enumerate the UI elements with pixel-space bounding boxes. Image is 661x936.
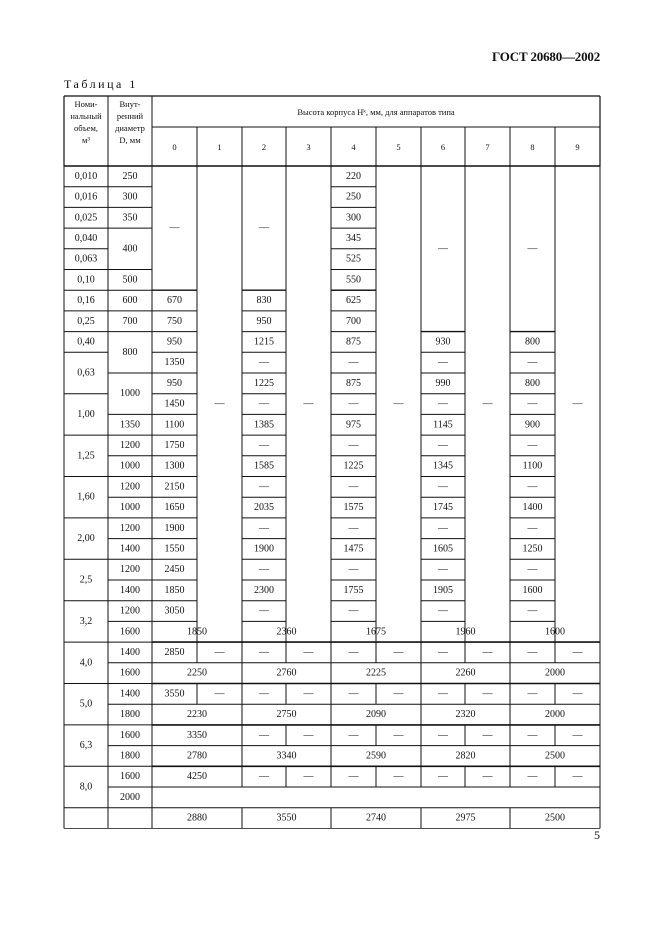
diameter-value: 1200 [120,564,140,576]
type4-height: 1755 [343,584,364,596]
type0-height: 2450 [164,564,185,576]
dash-cell: — [572,646,583,658]
header-type-6: 6 [440,142,446,152]
type0-height: 1900 [164,522,185,534]
diameter-value: 1200 [120,605,140,617]
diameter-value: 1800 [120,709,140,721]
merged-height: 2740 [366,812,386,824]
dash-cell: — [169,222,180,234]
type8-height: — [527,605,538,617]
type2-height: — [259,398,269,410]
merged-height: 2250 [187,667,207,679]
merged-height: 2590 [366,750,386,762]
type6-height: — [438,439,448,451]
type0-height: 3050 [164,605,185,617]
type4-height: — [348,605,359,617]
diameter-value: 1400 [120,646,140,658]
dash-cell: — [572,771,583,783]
type0-height: 1650 [164,502,185,514]
dash-cell: — [438,243,448,255]
header-type-8: 8 [530,142,535,152]
volume-value: 2,5 [79,574,93,586]
volume-value: 6,3 [79,740,93,752]
diameter-value: 1350 [120,419,140,431]
type8-height: 1600 [522,584,543,596]
dash-cell: — [214,398,225,410]
type6-height: 930 [435,336,451,348]
type0-height: 1850 [164,584,185,596]
type8-height: 1100 [522,460,543,472]
dash-cell: — [348,729,359,741]
diameter-value: 500 [122,274,138,286]
dash-cell: — [393,398,404,410]
type2-height: 950 [256,315,272,327]
merged-height: 2760 [276,667,297,679]
dash-cell: — [527,243,538,255]
dash-cell: — [527,771,538,783]
type4-height: — [348,522,359,534]
type4-height: 1225 [343,460,364,472]
type6-height: — [438,357,448,369]
type8-height: 800 [525,377,540,389]
type6-height: 990 [435,377,451,389]
table-caption: Таблица 1 [64,77,138,91]
merged-height: 2750 [276,709,297,721]
type0-height: 4250 [187,771,207,783]
dash-cell: — [259,222,269,234]
dash-cell: — [438,646,448,658]
volume-value: 0,010 [74,170,98,182]
volume-value: 5,0 [79,698,93,710]
diameter-value: 300 [122,191,138,203]
diameter-value: 1200 [120,522,140,534]
diameter-value: 1000 [120,460,140,472]
type4-height: — [348,357,359,369]
header-type-4: 4 [351,142,356,152]
merged-height: 2320 [455,709,476,721]
diameter-value: 1000 [120,388,140,400]
type6-height: — [438,564,448,576]
merged-height: 2090 [366,709,386,721]
merged-height: 2880 [187,812,207,824]
diameter-value: 1600 [120,771,140,783]
dash-cell: — [438,729,448,741]
header-type-7: 7 [485,142,490,152]
dash-cell: — [259,688,269,700]
type0-height: 1550 [164,543,185,555]
type6-height: 1905 [433,584,453,596]
diameter-value: 1400 [120,688,140,700]
type4-height: 875 [346,377,361,389]
volume-value: 1,00 [77,408,95,420]
type0-height: 2850 [164,646,185,658]
header-diameter: диаметр [115,123,145,133]
merged-height: 2500 [545,750,565,762]
type4-height: 300 [346,212,361,224]
diameter-value: 1600 [120,667,140,679]
type8-height: — [527,357,538,369]
type0-height: 950 [167,377,182,389]
volume-value: 4,0 [79,657,93,669]
merged-height: 2820 [455,750,476,762]
merged-height: 1960 [455,626,476,638]
diameter-value: 400 [122,243,138,255]
type2-height: — [259,439,269,451]
volume-value: 0,016 [74,191,98,203]
dash-cell: — [572,688,583,700]
dash-cell: — [527,688,538,700]
type4-height: 250 [346,191,361,203]
type0-height: 3350 [187,729,207,741]
page-number: 5 [594,828,600,842]
header-diameter: ренний [116,111,144,121]
diameter-value: 1600 [120,626,140,638]
volume-value: 0,40 [77,336,95,348]
header-volume: нальный [70,111,102,121]
diameter-value: 700 [122,315,138,327]
type2-height: 1585 [254,460,274,472]
volume-value: 0,63 [77,367,95,379]
type4-height: 625 [346,295,361,307]
diameter-value: 1000 [120,502,140,514]
merged-height: 1675 [366,626,386,638]
dash-cell: — [527,729,538,741]
merged-height: 1600 [545,626,565,638]
type6-height: 1745 [433,502,453,514]
dash-cell: — [303,771,314,783]
volume-value: 1,60 [77,491,95,503]
diameter-value: 1400 [120,584,140,596]
header-type-0: 0 [172,142,177,152]
merged-height: 1850 [187,626,207,638]
diameter-value: 1400 [120,543,140,555]
dash-cell: — [482,688,493,700]
type2-height: — [259,481,269,493]
volume-value: 8,0 [79,781,93,793]
type4-height: 1475 [343,543,364,555]
dash-cell: — [393,646,404,658]
dash-cell: — [438,771,448,783]
type8-height: 1250 [522,543,543,555]
header-type-3: 3 [306,142,311,152]
type6-height: 1145 [433,419,453,431]
type0-height: 1350 [164,357,185,369]
header-height-title: Высота корпуса Hᵏ, мм, для аппаратов типа [297,107,455,117]
volume-value: 3,2 [79,615,93,627]
merged-height: 2000 [545,709,565,721]
dash-cell: — [482,398,493,410]
type4-height: 700 [346,315,361,327]
type8-height: 1400 [522,502,543,514]
header-type-5: 5 [396,142,401,152]
diameter-value: 1200 [120,439,140,451]
type8-height: 800 [525,336,540,348]
type0-height: 1100 [164,419,185,431]
header-volume: Номи- [74,99,98,109]
header-volume: объем, [73,123,99,133]
dash-cell: — [303,729,314,741]
document-standard-number: ГОСТ 20680—2002 [491,49,600,64]
type0-height: 670 [167,295,182,307]
dash-cell: — [303,398,314,410]
merged-height: 2975 [455,812,476,824]
merged-height: 2000 [545,667,565,679]
type2-height: — [259,357,269,369]
type0-height: 2150 [164,481,185,493]
type0-height: 1300 [164,460,185,472]
dash-cell: — [393,688,404,700]
type8-height: 900 [525,419,540,431]
diameter-value: 2000 [120,791,140,803]
type2-height: 2300 [254,584,274,596]
type6-height: — [438,481,448,493]
dash-cell: — [348,646,359,658]
header-volume: м³ [82,135,90,145]
type8-height: — [527,481,538,493]
dash-cell: — [303,688,314,700]
type0-height: 1450 [164,398,185,410]
dash-cell: — [482,646,493,658]
volume-value: 0,040 [74,232,98,244]
dash-cell: — [259,646,269,658]
dash-cell: — [348,688,359,700]
type6-height: — [438,605,448,617]
merged-height: 2360 [276,626,297,638]
dash-cell: — [438,688,448,700]
dash-cell: — [393,771,404,783]
type4-height: — [348,398,359,410]
volume-value: 1,25 [77,450,95,462]
volume-value: 0,063 [74,253,98,265]
header-type-2: 2 [261,142,267,152]
type4-height: 875 [346,336,361,348]
merged-height: 2225 [366,667,386,679]
type6-height: — [438,522,448,534]
dash-cell: — [259,729,269,741]
merged-height: 3340 [276,750,297,762]
diameter-value: 1800 [120,750,140,762]
type4-height: 1575 [343,502,364,514]
type0-height: 3550 [164,688,185,700]
type4-height: 550 [346,274,361,286]
volume-value: 0,25 [77,315,95,327]
type6-height: 1605 [433,543,453,555]
type2-height: 2035 [254,502,274,514]
merged-height: 2260 [455,667,476,679]
type2-height: 1900 [254,543,274,555]
table-grid [64,96,600,828]
dash-cell: — [214,688,225,700]
diameter-value: 1600 [120,729,140,741]
merged-height: 2230 [187,709,207,721]
type4-height: — [348,439,359,451]
diameter-value: 250 [122,170,138,182]
dash-cell: — [482,771,493,783]
diameter-value: 1200 [120,481,140,493]
type4-height: — [348,481,359,493]
type0-height: 1750 [164,439,185,451]
type8-height: — [527,522,538,534]
merged-height: 2500 [545,812,565,824]
dash-cell: — [527,646,538,658]
volume-value: 2,00 [77,533,95,545]
dash-cell: — [259,771,269,783]
dash-cell: — [393,729,404,741]
header-diameter: D, мм [119,135,141,145]
header-type-1: 1 [217,142,222,152]
type2-height: 1225 [254,377,274,389]
type8-height: — [527,398,538,410]
type2-height: 830 [256,295,272,307]
type4-height: 345 [346,232,361,244]
volume-value: 0,10 [77,274,95,286]
dash-cell: — [572,729,583,741]
type4-height: 975 [346,419,361,431]
merged-height: 3550 [276,812,297,824]
type4-height: — [348,564,359,576]
volume-value: 0,16 [77,295,95,307]
diameter-value: 600 [122,295,138,307]
diameter-value: 350 [122,212,138,224]
type6-height: — [438,398,448,410]
dash-cell: — [303,646,314,658]
dash-cell: — [572,398,583,410]
type2-height: — [259,564,269,576]
type0-height: 950 [167,336,182,348]
type2-height: 1385 [254,419,274,431]
type8-height: — [527,439,538,451]
type4-height: 525 [346,253,361,265]
merged-height: 2780 [187,750,207,762]
type4-height: 220 [346,170,361,182]
dash-cell: — [214,646,225,658]
header-diameter: Внут- [119,99,141,109]
dash-cell: — [482,729,493,741]
type6-height: 1345 [433,460,453,472]
diameter-value: 800 [122,346,138,358]
type2-height: 1215 [254,336,274,348]
volume-value: 0,025 [74,212,98,224]
type0-height: 750 [167,315,182,327]
type2-height: — [259,522,269,534]
type2-height: — [259,605,269,617]
type8-height: — [527,564,538,576]
header-type-9: 9 [575,142,580,152]
dash-cell: — [348,771,359,783]
